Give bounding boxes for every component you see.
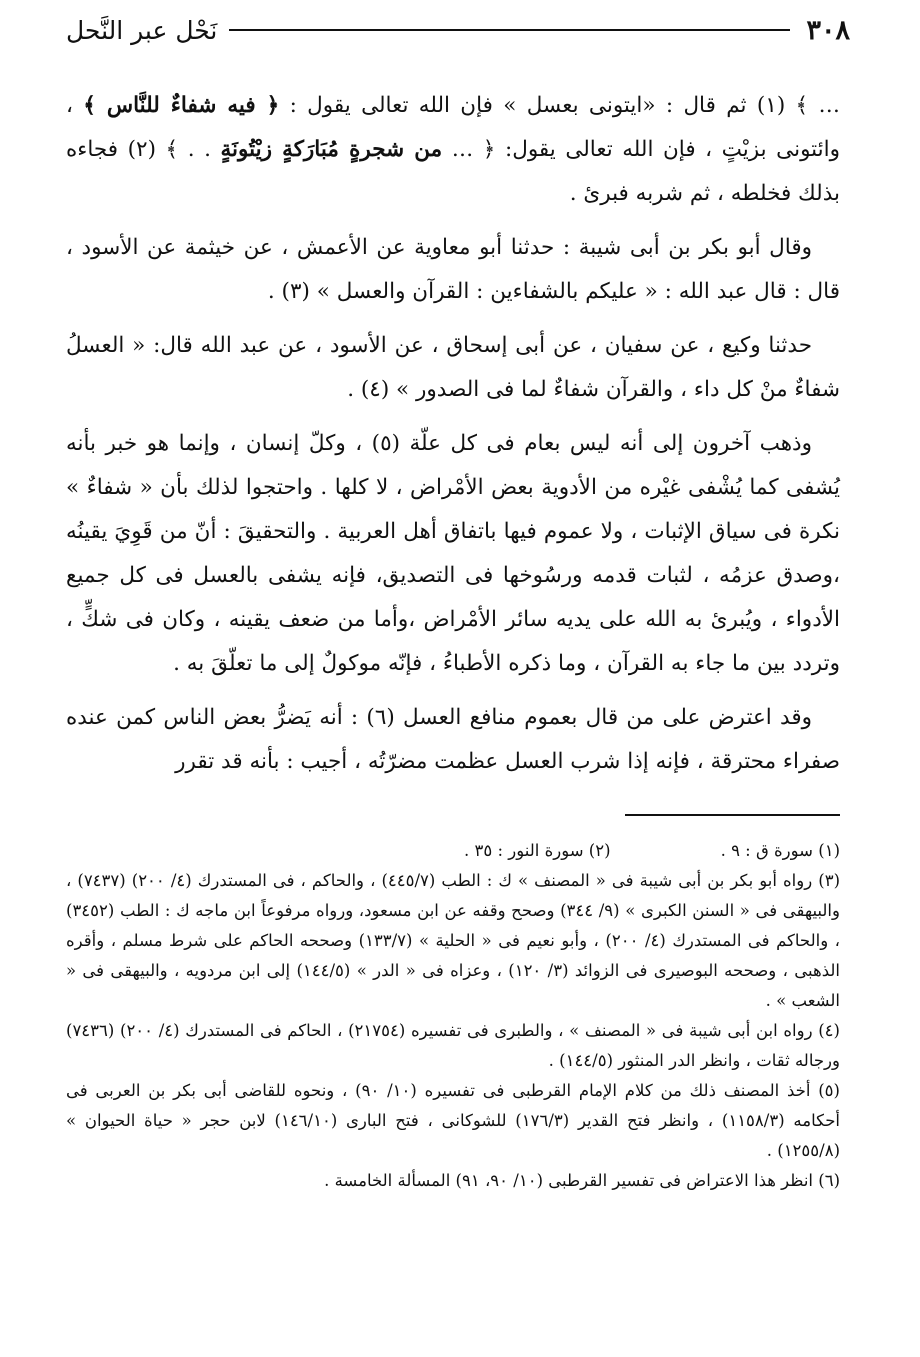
running-title: نَحْل عبر النَّحل (66, 15, 218, 45)
footnote: (١) سورة ق : ٩ . (720, 841, 840, 860)
paragraph (66, 422, 840, 686)
page-number: ٣٠٨ (806, 14, 850, 46)
paragraph (66, 84, 840, 216)
text-segment: (١) ثم قال : «ايتونى بعسل » فإن الله تعالى يقول : (279, 93, 796, 118)
quran-quote: ﴿ فيه شفاءٌ للنَّاس ﴾ (83, 93, 280, 118)
quran-quote: من شجرةٍ مُبَارَكةٍ زيْتُونَةٍ (220, 137, 443, 162)
header-rule (229, 29, 790, 31)
footnote-row (66, 836, 840, 866)
text-segment: وقد اعترض على من قال بعموم منافع العسل (٦) : أنه يَضرُّ بعض الناس كمن عنده صفراء محترقة ، فإنه إذا شرب العسل عظمت مضرّتُه ، أجيب : بأنه قد تقرر (66, 705, 840, 774)
paragraph (66, 696, 840, 784)
footnote: (٤) رواه ابن أبى شيبة فى « المصنف » ، والطبرى فى تفسيره (٢١٧٥٤) ، الحاكم فى المستدرك (٤/ ٢٠٠) (٧٤٣٦) ورجاله ثقات ، وانظر الدر المنثور (١٤٤/٥) . (66, 1021, 840, 1070)
footnote: (٥) أخذ المصنف ذلك من كلام الإمام القرطبى فى تفسيره (١٠/ ٩٠) ، ونحوه للقاضى أبى بكر بن العربى فى أحكامه (١١٥٨/٣) ، وانظر فتح القدير (١٧٦/٣) للشوكانى ، فتح البارى (١٤٦/١٠) لابن حجر « حياة الحيوان » (١٢٥٥/٨) . (66, 1081, 840, 1160)
footnote: (٢) سورة النور : ٣٥ . (463, 841, 611, 860)
footnote: (٦) انظر هذا الاعتراض فى تفسير القرطبى (١٠/ ٩٠، ٩١) المسألة الخامسة . (324, 1171, 840, 1190)
footnotes (66, 836, 840, 1196)
text-segment: وذهب آخرون إلى أنه ليس بعام فى كل علّة (٥) ، وكلّ إنسان ، وإنما هو خبر بأنه يُشفى كما يُشْفى غيْره من الأدوية بعض الأمْراض ، لا كلها . واحتجوا لذلك بأن « شفاءٌ » نكرة فى سياق الإثبات ، ولا عموم فيها باتفاق أهل العربية . والتحقيقَ : أنّ من قَوِيَ يقينُه ،وصدق عزمُه ، لثبات قدمه ورسُوخها فى التصديق، فإنه يشفى بالعسل فى كل جميع الأدواء ، ويُبرئ به الله على يديه سائر الأمْراض ،وأما من ضعف يقينه ، وكان فى شكٍّ ، وتردد بين ما جاء به القرآن ، وما ذكره الأطباءُ ، فإنّه موكولٌ إلى ما تعلّقَ به . (66, 431, 840, 676)
text-segment: وقال أبو بكر بن أبى شيبة : حدثنا أبو معاوية عن الأعمش ، عن خيثمة عن الأسود ، قال : قال عبد الله : « عليكم بالشفاءين : القرآن والعسل » (٣) . (66, 235, 840, 304)
footnote-separator (625, 814, 840, 816)
paragraph (66, 226, 840, 314)
paragraph (66, 324, 840, 412)
text-segment: … ﴾ (795, 93, 840, 118)
text-segment: ، وائتونى بزيْتٍ ، فإن الله تعالى يقول: ﴿ … (66, 93, 841, 162)
text-segment: حدثنا وكيع ، عن سفيان ، عن أبى إسحاق ، عن الأسود ، عن عبد الله قال: « العسلُ شفاءٌ منْ كل داء ، والقرآن شفاءٌ لما فى الصدور » (٤) . (66, 333, 840, 402)
text-segment: . . ﴾ (٢) فجاءه بذلك فخلطه ، ثم شربه فبرئ . (66, 137, 840, 206)
page-header (66, 8, 850, 52)
main-text (66, 84, 840, 794)
footnote: (٣) رواه أبو بكر بن أبى شيبة فى « المصنف » ك : الطب (٤٤٥/٧) ، والحاكم ، فى المستدرك (٤/ ٢٠٠) (٧٤٣٧) ، والبيهقى فى « السنن الكبرى » (٩/ ٣٤٤) وصحح وقفه عن ابن مسعود، ورواه مرفوعاً ابن ماجه ك : الطب (٣٤٥٢) ، والحاكم فى المستدرك (٤/ ٢٠٠) ، وأبو نعيم فى « الحلية » (١٣٣/٧) وصححه الحاكم على شرط مسلم ، وأقره الذهبى ، وصححه البوصيرى فى الزوائد (٣/ ١٢٠) ، وعزاه فى « الدر » (١٤٤/٥) إلى ابن مردويه ، والبيهقى فى « الشعب » . (66, 871, 840, 1010)
